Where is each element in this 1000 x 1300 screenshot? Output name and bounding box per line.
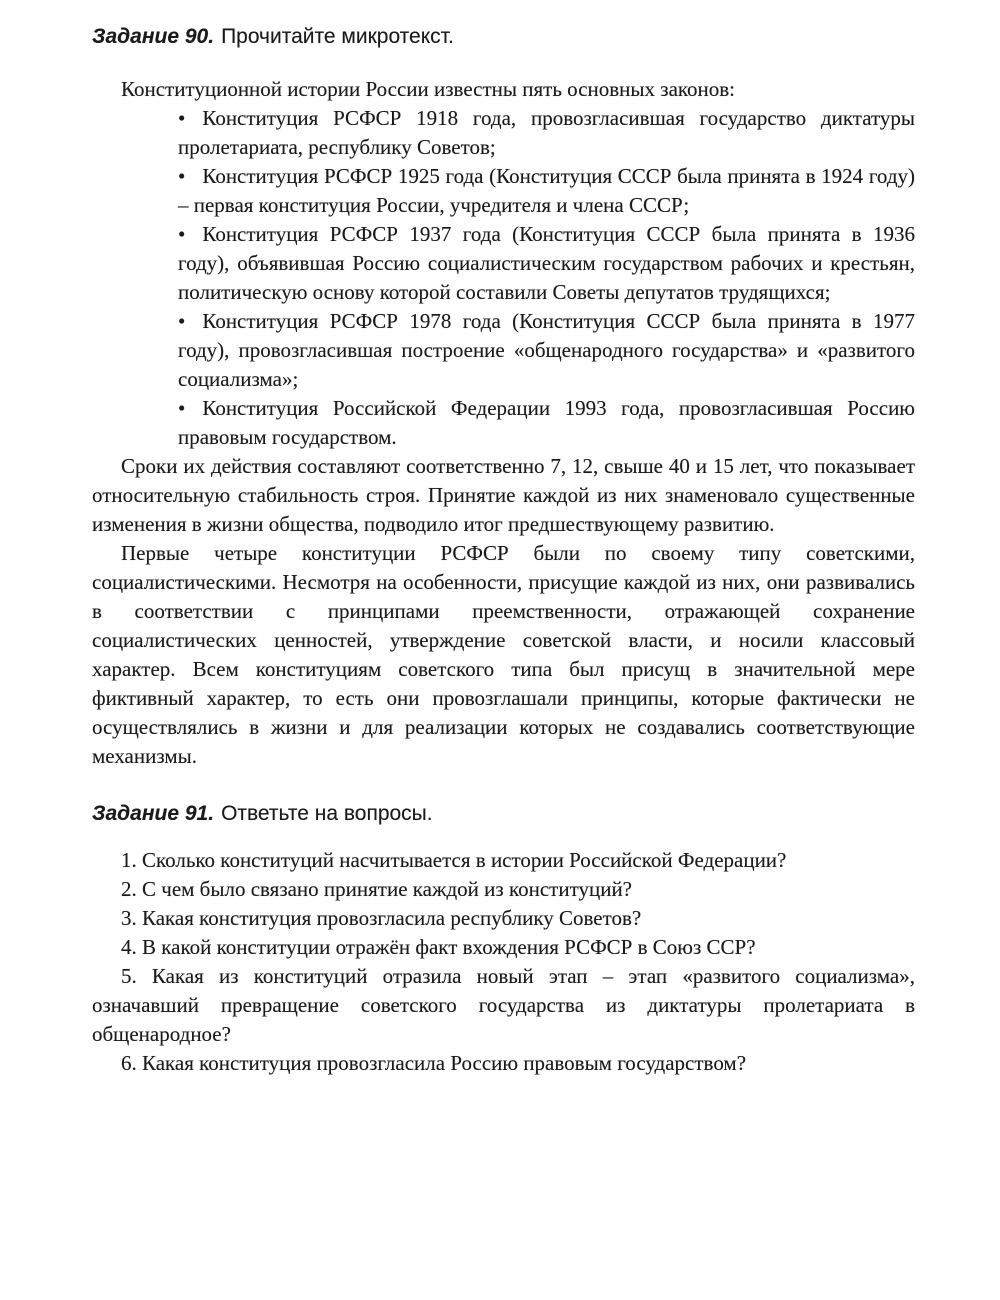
- question-item: 6. Какая конституция провозгласила Россию правовым государством?: [121, 1051, 747, 1075]
- task-91-instruction: Ответьте на вопросы.: [221, 802, 433, 825]
- task-91-header: [92, 799, 915, 828]
- bullet-item-text: Конституция Российской Федерации 1993 года, провозгласившая Россию правовым государством.: [178, 396, 915, 449]
- task-90-body-paragraphs: [92, 452, 915, 771]
- constitutions-bullet-list: [92, 104, 915, 452]
- bullet-item-text: Конституция РСФСР 1918 года, провозгласившая государство диктатуры пролетариата, республику Советов;: [178, 106, 915, 159]
- bullet-list-item: [178, 162, 915, 220]
- body-paragraph: Первые четыре конституции РСФСР были по своему типу советскими, социалистическими. Несмотря на особенности, присущие каждой из них, они развивались в соответствии с принципами преемственности, отражающей сохранение социалистических ценностей, утверждение советской власти, и носили классовый характер. Всем конституциям советского типа был присущ в значительной мере фиктивный характер, то есть они провозглашали принципы, которые фактически не осуществлялись в жизни и для реализации которых не создавались соответствующие механизмы.: [92, 541, 915, 768]
- bullet-list-item: [178, 220, 915, 307]
- bullet-icon: •: [178, 164, 186, 188]
- task-90-label: Задание 90.: [92, 25, 215, 48]
- question-item: 3. Какая конституция провозгласила республику Советов?: [121, 906, 642, 930]
- body-paragraph: Сроки их действия составляют соответственно 7, 12, свыше 40 и 15 лет, что показывает относительную стабильность строя. Принятие каждой из них знаменовало существенные изменения в жизни общества, подводило итог предшествующему развитию.: [92, 454, 915, 536]
- bullet-list-item: [178, 104, 915, 162]
- task-90-intro-paragraph: Конституционной истории России известны пять основных законов:: [121, 77, 736, 101]
- bullet-item-text: Конституция РСФСР 1925 года (Конституция СССР была принята в 1924 году) – первая конституция России, учредителя и члена СССР;: [178, 164, 915, 217]
- bullet-icon: •: [178, 222, 186, 246]
- bullet-list-item: [178, 394, 915, 452]
- bullet-item-text: Конституция РСФСР 1937 года (Конституция СССР была принята в 1936 году), объявившая Россию социалистическим государством рабочих и крестьян, политическую основу которой составили Советы депутатов трудящихся;: [178, 222, 915, 304]
- task-91-question-list: [92, 846, 915, 1078]
- question-item: 4. В какой конституции отражён факт вхождения РСФСР в Союз ССР?: [121, 935, 756, 959]
- bullet-list-item: [178, 307, 915, 394]
- bullet-icon: •: [178, 396, 186, 420]
- question-item: 5. Какая из конституций отразила новый этап – этап «развитого социализма», означавший превращение советского государства из диктатуры пролетариата в общенародное?: [92, 964, 915, 1046]
- task-91-label: Задание 91.: [92, 802, 215, 825]
- question-item: 1. Сколько конституций насчитывается в истории Российской Федерации?: [121, 848, 787, 872]
- bullet-icon: •: [178, 106, 186, 130]
- bullet-icon: •: [178, 309, 186, 333]
- task-90-header: [92, 22, 915, 51]
- question-item: 2. С чем было связано принятие каждой из конституций?: [121, 877, 633, 901]
- bullet-item-text: Конституция РСФСР 1978 года (Конституция СССР была принята в 1977 году), провозгласившая построение «общенародного государства» и «развитого социализма»;: [178, 309, 915, 391]
- page-content: [92, 22, 915, 1078]
- task-90-instruction: Прочитайте микротекст.: [221, 25, 454, 48]
